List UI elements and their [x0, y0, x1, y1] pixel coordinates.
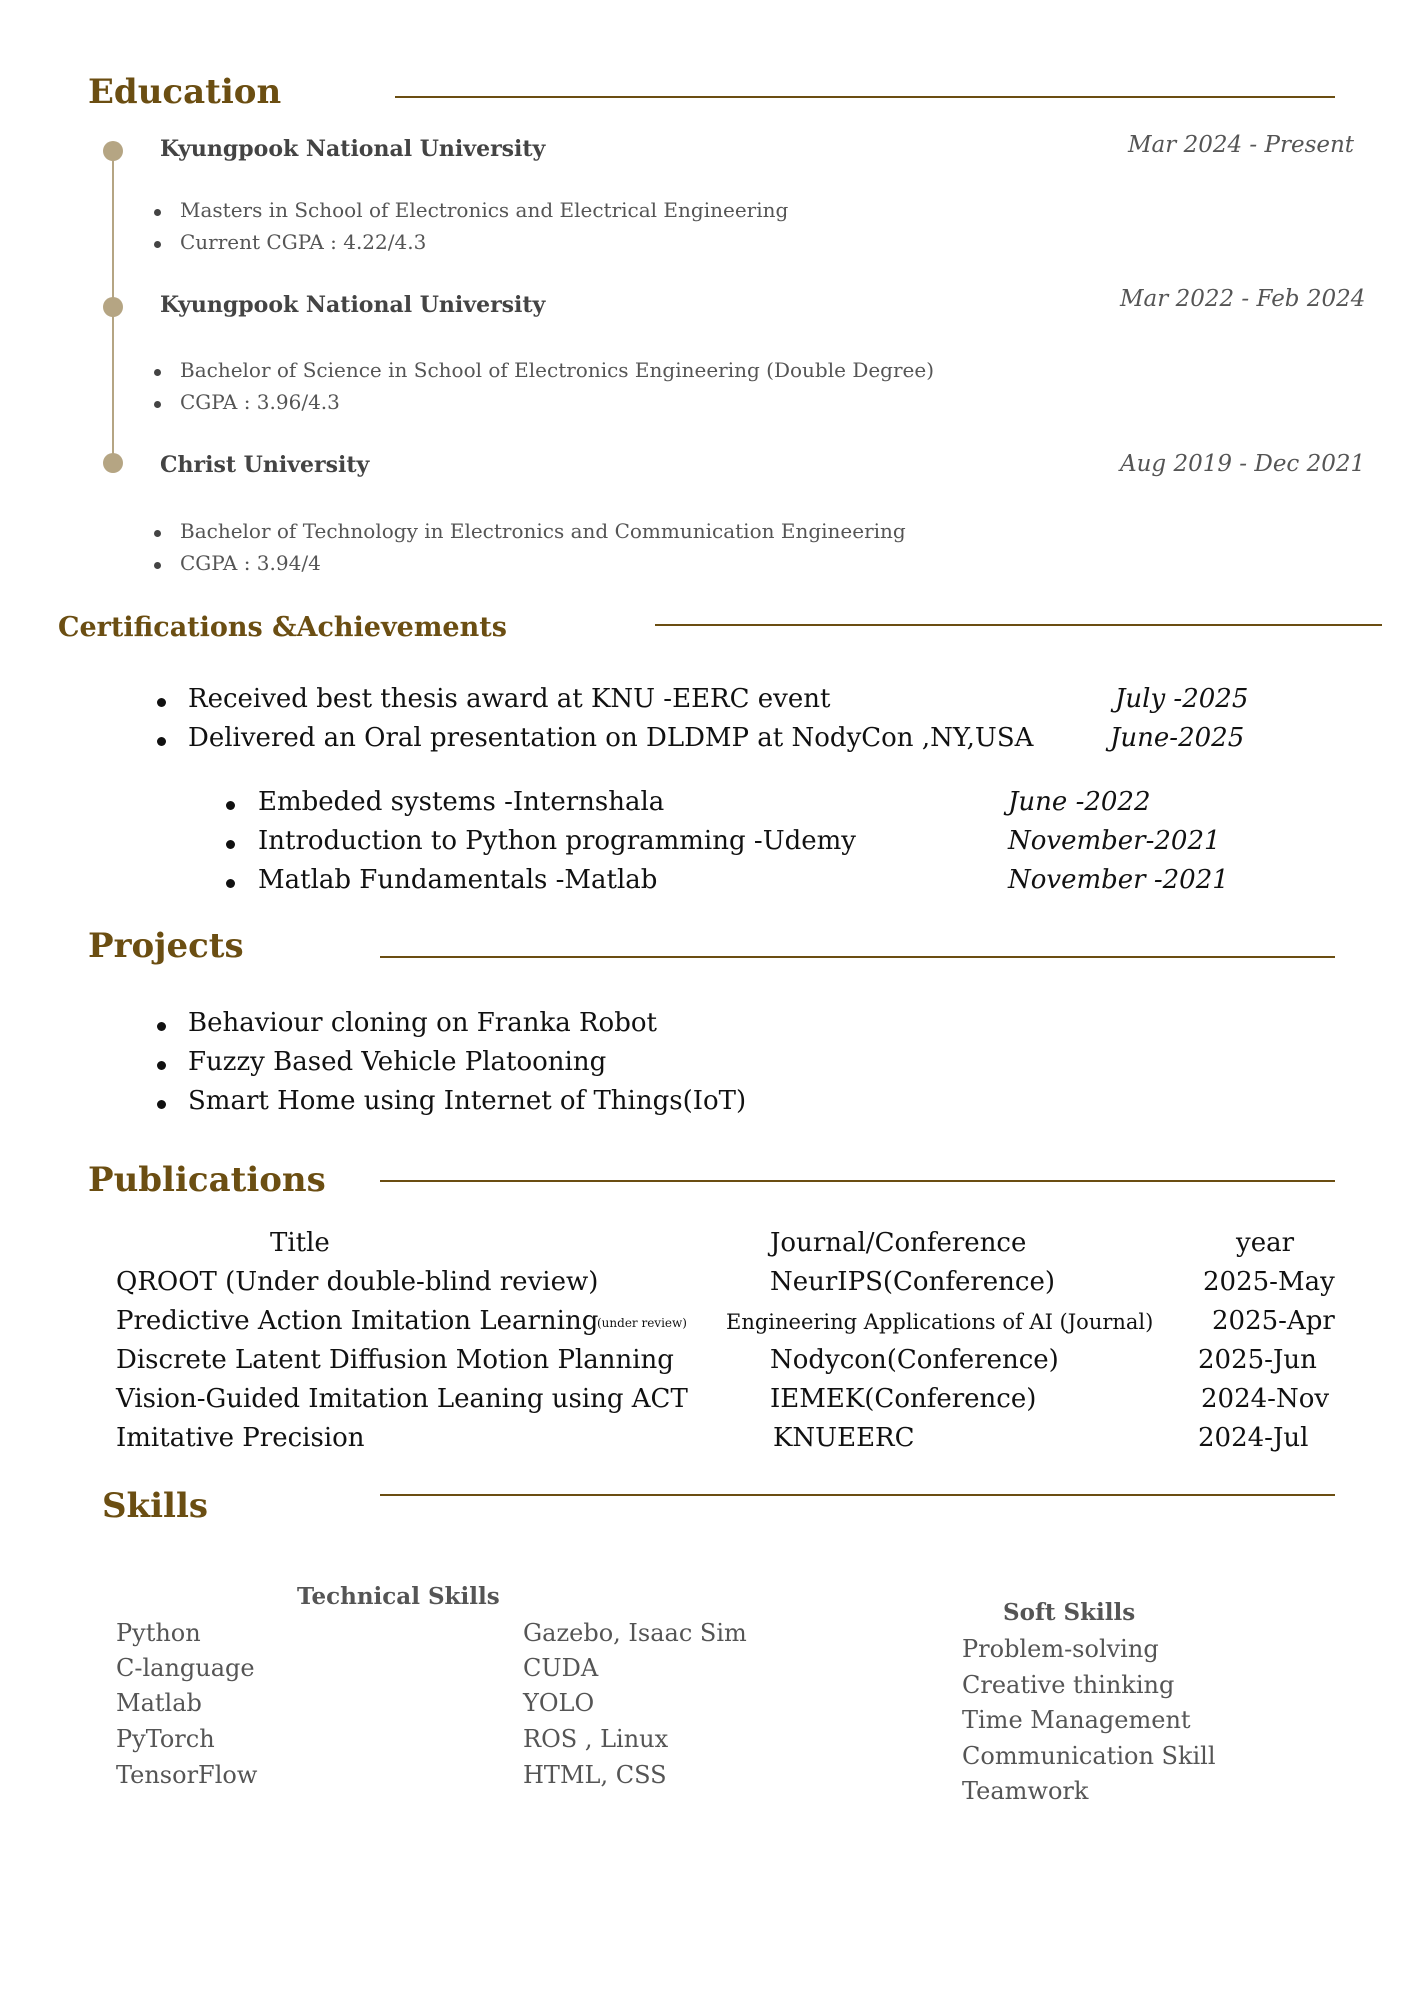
bullet: [157, 1061, 166, 1070]
publication-venue: NeurIPS(Conference): [770, 1267, 1055, 1297]
school-name: Christ University: [160, 452, 370, 478]
bullet: [154, 209, 161, 216]
bullet: [157, 1022, 166, 1031]
technical-skill: YOLO: [523, 1689, 595, 1717]
skills-heading: Skills: [102, 1486, 209, 1526]
timeline-dot: [103, 453, 123, 473]
timeline-dot: [103, 297, 123, 317]
education-date: Aug 2019 - Dec 2021: [1120, 451, 1366, 477]
bullet: [154, 562, 161, 569]
technical-skill: Gazebo, Isaac Sim: [523, 1619, 747, 1647]
publication-title: Predictive Action Imitation Learning: [116, 1306, 599, 1336]
soft-skills-heading: Soft Skills: [1003, 1599, 1136, 1626]
education-divider: [395, 96, 1335, 98]
technical-skill: HTML, CSS: [523, 1761, 667, 1789]
bullet: [157, 737, 166, 746]
project-item: Smart Home using Internet of Things(IoT): [188, 1086, 747, 1116]
publication-title: QROOT (Under double-blind review): [116, 1267, 599, 1297]
soft-skill: Communication Skill: [962, 1742, 1216, 1770]
education-date: Mar 2024 - Present: [1128, 132, 1355, 158]
education-detail: Bachelor of Science in School of Electronics Engineering (Double Degree): [180, 358, 935, 382]
achievement-date: July -2025: [1115, 684, 1249, 714]
publications-heading: Publications: [88, 1160, 326, 1200]
soft-skill: Time Management: [962, 1706, 1191, 1734]
publication-venue: Engineering Applications of AI (Journal): [726, 1310, 1154, 1334]
certification-date: November-2021: [1008, 826, 1221, 856]
publication-venue: IEMEK(Conference): [770, 1384, 1037, 1414]
technical-skill: C-language: [116, 1654, 255, 1682]
bullet: [154, 241, 161, 248]
bullet: [226, 879, 235, 888]
publication-title: Discrete Latent Diffusion Motion Planning: [116, 1345, 674, 1375]
column-header-title: Title: [270, 1228, 330, 1258]
projects-heading: Projects: [88, 926, 244, 966]
publication-venue: Nodycon(Conference): [770, 1345, 1059, 1375]
publication-year: 2024-Jul: [1198, 1423, 1309, 1453]
education-detail: Bachelor of Technology in Electronics and Communication Engineering: [180, 519, 906, 543]
technical-skill: Python: [116, 1619, 201, 1647]
review-note: (under review): [597, 1316, 687, 1330]
certifications-heading: Certifications &Achievements: [58, 612, 507, 643]
technical-skill: ROS , Linux: [523, 1725, 669, 1753]
publication-year: 2024-Nov: [1201, 1384, 1330, 1414]
bullet: [154, 369, 161, 376]
skills-divider: [380, 1494, 1335, 1496]
education-detail: Current CGPA : 4.22/4.3: [180, 230, 427, 254]
publication-year: 2025-Jun: [1198, 1345, 1317, 1375]
project-item: Fuzzy Based Vehicle Platooning: [188, 1047, 607, 1077]
education-detail: Masters in School of Electronics and Electrical Engineering: [180, 198, 789, 222]
achievement-date: June-2025: [1110, 723, 1245, 753]
achievement-item: Received best thesis award at KNU -EERC event: [188, 684, 831, 714]
education-date: Mar 2022 - Feb 2024: [1120, 286, 1366, 312]
publication-year: 2025-May: [1203, 1267, 1335, 1297]
publication-title: Vision-Guided Imitation Leaning using ACT: [116, 1384, 688, 1414]
technical-skill: PyTorch: [116, 1725, 215, 1753]
school-name: Kyungpook National University: [160, 136, 546, 162]
certifications-divider: [655, 624, 1382, 626]
soft-skill: Creative thinking: [962, 1671, 1175, 1699]
publication-year: 2025-Apr: [1212, 1306, 1335, 1336]
bullet: [226, 840, 235, 849]
column-header-journal: Journal/Conference: [770, 1228, 1027, 1258]
certification-date: June -2022: [1008, 787, 1151, 817]
technical-skill: CUDA: [523, 1654, 599, 1682]
certification-item: Matlab Fundamentals -Matlab: [258, 865, 658, 895]
soft-skill: Problem-solving: [962, 1635, 1159, 1663]
technical-skill: Matlab: [116, 1689, 202, 1717]
soft-skill: Teamwork: [962, 1777, 1089, 1805]
bullet: [157, 698, 166, 707]
certification-date: November -2021: [1008, 865, 1229, 895]
timeline-dot: [103, 141, 123, 161]
technical-skills-heading: Technical Skills: [297, 1583, 500, 1610]
certification-item: Introduction to Python programming -Udemy: [258, 826, 856, 856]
project-item: Behaviour cloning on Franka Robot: [188, 1008, 657, 1038]
publications-divider: [380, 1180, 1335, 1182]
education-detail: CGPA : 3.94/4: [180, 551, 321, 575]
education-detail: CGPA : 3.96/4.3: [180, 390, 340, 414]
projects-divider: [380, 956, 1335, 958]
bullet: [226, 801, 235, 810]
achievement-item: Delivered an Oral presentation on DLDMP at NodyCon ,NY,USA: [188, 723, 1034, 753]
technical-skill: TensorFlow: [116, 1761, 258, 1789]
column-header-year: year: [1236, 1228, 1295, 1258]
education-heading: Education: [88, 72, 282, 112]
school-name: Kyungpook National University: [160, 292, 546, 318]
certification-item: Embeded systems -Internshala: [258, 787, 665, 817]
bullet: [154, 401, 161, 408]
publication-venue: KNUEERC: [773, 1423, 915, 1453]
bullet: [157, 1100, 166, 1109]
publication-title: Imitative Precision: [116, 1423, 365, 1453]
bullet: [154, 530, 161, 537]
